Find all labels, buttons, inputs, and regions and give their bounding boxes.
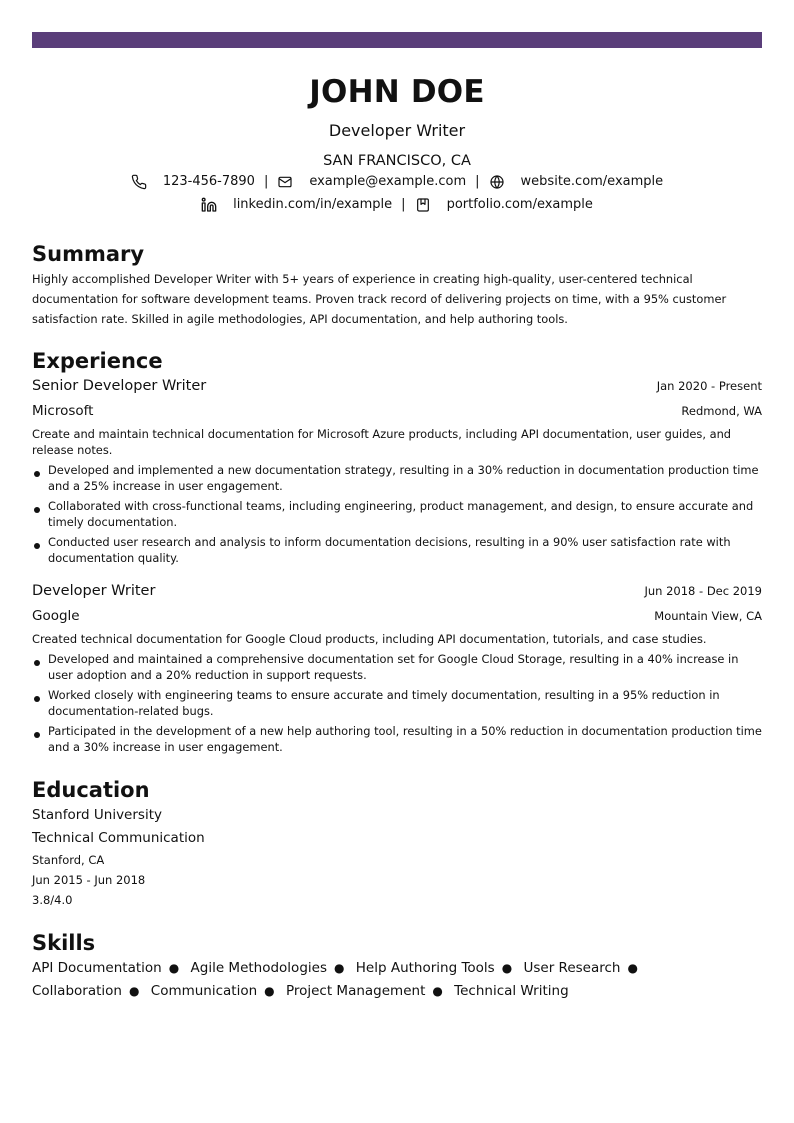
job-subheader: [32, 403, 762, 419]
education-gpa: 3.8/4.0: [32, 893, 73, 907]
education-school: Stanford University: [32, 807, 162, 823]
job-bullets: [32, 651, 762, 759]
skill-item: Technical Writing: [454, 983, 569, 999]
skills-heading: Skills: [32, 931, 96, 955]
linkedin-link[interactable]: linkedin.com/in/example: [233, 197, 393, 212]
education-dates: Jun 2015 - Jun 2018: [32, 873, 146, 887]
job-header: [32, 583, 762, 599]
skill-item: Project Management: [285, 983, 426, 999]
summary-text: Highly accomplished Developer Writer with 5+ years of experience in creating high-quality, user-centered technical documentation for software development teams. Proven track record of delivering projects on time, with a 95% customer satisfaction rate. Skilled in agile methodologies, API documentation, and help authoring tools.: [32, 272, 727, 326]
separator: |: [401, 197, 406, 212]
globe-icon: [489, 174, 505, 190]
list-item: Conducted user research and analysis to inform documentation decisions, resulting in a 90% user satisfaction rate with documentation quality.: [32, 534, 762, 566]
job-subheader: [32, 608, 762, 624]
bullet-dot: ●: [264, 984, 275, 998]
skill-item: API Documentation: [32, 960, 162, 976]
accent-bar: [32, 32, 762, 48]
job-title: Developer Writer: [32, 583, 156, 599]
job-location: Mountain View, CA: [654, 609, 762, 623]
bullet-dot: ●: [501, 961, 513, 975]
skill-item: Help Authoring Tools: [355, 960, 495, 976]
job-dates: Jan 2020 - Present: [656, 379, 762, 393]
experience-heading: Experience: [32, 349, 163, 373]
bookmark-icon: [415, 197, 431, 213]
list-item: Participated in the development of a new help authoring tool, resulting in a 50% reduction in documentation production time and a 30% increase in user engagement.: [32, 723, 762, 755]
list-item: Collaborated with cross-functional teams, including engineering, product management, and design, to ensure accurate and timely documentation.: [32, 498, 762, 530]
contact-row-primary: [0, 173, 794, 191]
skill-item: User Research: [523, 960, 621, 976]
mail-icon: [277, 174, 293, 190]
list-item: Worked closely with engineering teams to ensure accurate and timely documentation, resulting in a 95% reduction in documentation-related bugs.: [32, 687, 762, 719]
email-link[interactable]: example@example.com: [309, 174, 467, 189]
summary-heading: Summary: [32, 242, 145, 266]
bullet-dot: ●: [432, 984, 443, 998]
candidate-location: SAN FRANCISCO, CA: [323, 153, 471, 169]
job-title: Senior Developer Writer: [32, 378, 207, 394]
bullet-dot: ●: [333, 961, 345, 975]
job-dates: Jun 2018 - Dec 2019: [644, 584, 762, 598]
bullet-dot: ●: [627, 961, 638, 975]
skill-item: Agile Methodologies: [190, 960, 327, 976]
phone-icon: [131, 174, 147, 190]
phone-link[interactable]: 123-456-7890: [162, 174, 255, 189]
skills-list: [32, 957, 762, 1003]
job-description: Created technical documentation for Google Cloud products, including API documentation, tutorials, and case studies.: [32, 632, 707, 646]
job-location: Redmond, WA: [681, 404, 762, 418]
education-degree: Technical Communication: [32, 830, 205, 846]
education-location: Stanford, CA: [32, 853, 105, 867]
separator: |: [475, 174, 480, 189]
list-item: Developed and implemented a new documentation strategy, resulting in a 30% reduction in documentation production time and a 25% increase in user engagement.: [32, 462, 762, 494]
website-link[interactable]: website.com/example: [520, 174, 664, 189]
contact-row-secondary: [0, 196, 794, 214]
candidate-title: Developer Writer: [328, 121, 466, 140]
job-bullets: [32, 462, 762, 570]
job-header: [32, 378, 762, 394]
skill-item: Collaboration: [32, 983, 122, 999]
bullet-dot: ●: [168, 961, 180, 975]
job-company: Google: [32, 608, 80, 624]
portfolio-link[interactable]: portfolio.com/example: [446, 197, 593, 212]
separator: |: [263, 174, 269, 189]
linkedin-icon: [201, 197, 217, 213]
bullet-dot: ●: [128, 984, 140, 998]
job-company: Microsoft: [32, 403, 94, 419]
candidate-name: JOHN DOE: [309, 74, 485, 110]
job-description: Create and maintain technical documentation for Microsoft Azure products, including API documentation, user guides, and release notes.: [32, 427, 732, 457]
education-heading: Education: [32, 778, 150, 802]
list-item: Developed and maintained a comprehensive documentation set for Google Cloud Storage, resulting in a 40% increase in user adoption and a 20% reduction in support requests.: [32, 651, 762, 683]
skill-item: Communication: [150, 983, 258, 999]
